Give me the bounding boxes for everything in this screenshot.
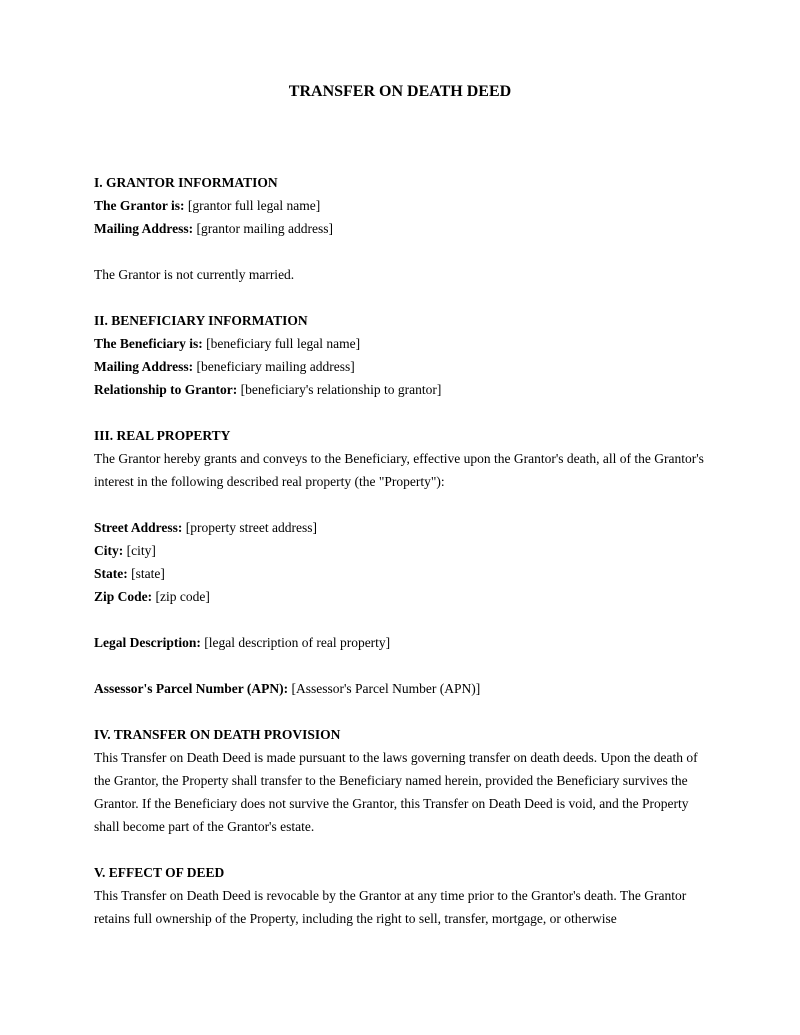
property-state-value: [state] xyxy=(131,566,165,581)
effect-section xyxy=(94,861,714,930)
grantor-name-value: [grantor full legal name] xyxy=(187,198,321,213)
property-street-label: Street Address: xyxy=(94,520,183,535)
spacer xyxy=(94,493,714,516)
beneficiary-heading: II. BENEFICIARY INFORMATION xyxy=(94,313,308,328)
property-section xyxy=(94,424,714,700)
property-legal-value: [legal description of real property] xyxy=(204,635,391,650)
beneficiary-section xyxy=(94,309,714,401)
grantor-name-line xyxy=(94,194,714,217)
grantor-address-line xyxy=(94,217,714,240)
beneficiary-name-label: The Beneficiary is: xyxy=(94,336,203,351)
beneficiary-name-value: [beneficiary full legal name] xyxy=(206,336,361,351)
property-city-label: City: xyxy=(94,543,124,558)
property-state-line xyxy=(94,562,714,585)
property-heading: III. REAL PROPERTY xyxy=(94,428,231,443)
property-state-label: State: xyxy=(94,566,128,581)
grantor-section xyxy=(94,171,714,286)
grantor-address-label: Mailing Address: xyxy=(94,221,194,236)
property-zip-line xyxy=(94,585,714,608)
provision-text: This Transfer on Death Deed is made pursuant to the laws governing transfer on death deeds. Upon the death of the Grantor, the Property shall transfer to the Beneficiary named herein, provided the Beneficiary survives the Grantor. If the Beneficiary does not survive the Grantor, this Transfer on Death Deed is void, and the Property shall become part of the Grantor's estate. xyxy=(94,750,698,834)
beneficiary-address-line xyxy=(94,355,714,378)
property-street-line xyxy=(94,516,714,539)
property-legal-label: Legal Description: xyxy=(94,635,201,650)
property-apn-line xyxy=(94,677,714,700)
spacer xyxy=(94,608,714,631)
property-intro: The Grantor hereby grants and conveys to the Beneficiary, effective upon the Grantor's death, all of the Grantor's interest in the following described real property (the "Property"): xyxy=(94,451,704,489)
grantor-name-label: The Grantor is: xyxy=(94,198,185,213)
spacer xyxy=(94,240,714,263)
beneficiary-relationship-value: [beneficiary's relationship to grantor] xyxy=(240,382,442,397)
document-title: TRANSFER ON DEATH DEED xyxy=(288,83,512,100)
document-body xyxy=(94,171,714,953)
property-city-line xyxy=(94,539,714,562)
provision-heading: IV. TRANSFER ON DEATH PROVISION xyxy=(94,727,341,742)
beneficiary-relationship-line xyxy=(94,378,714,401)
property-apn-label: Assessor's Parcel Number (APN): xyxy=(94,681,289,696)
beneficiary-address-value: [beneficiary mailing address] xyxy=(196,359,355,374)
grantor-address-value: [grantor mailing address] xyxy=(196,221,333,236)
grantor-heading: I. GRANTOR INFORMATION xyxy=(94,175,278,190)
property-zip-value: [zip code] xyxy=(155,589,210,604)
beneficiary-relationship-label: Relationship to Grantor: xyxy=(94,382,238,397)
spacer xyxy=(94,654,714,677)
property-legal-line xyxy=(94,631,714,654)
effect-text: This Transfer on Death Deed is revocable by the Grantor at any time prior to the Grantor's death. The Grantor retains full ownership of the Property, including the right to sell, transfer, mortgage, or otherwise xyxy=(94,888,687,926)
beneficiary-address-label: Mailing Address: xyxy=(94,359,194,374)
beneficiary-name-line xyxy=(94,332,714,355)
property-apn-value: [Assessor's Parcel Number (APN)] xyxy=(291,681,481,696)
property-zip-label: Zip Code: xyxy=(94,589,153,604)
provision-section xyxy=(94,723,714,838)
property-city-value: [city] xyxy=(126,543,156,558)
property-street-value: [property street address] xyxy=(185,520,317,535)
grantor-marital-status: The Grantor is not currently married. xyxy=(94,267,295,282)
effect-heading: V. EFFECT OF DEED xyxy=(94,865,225,880)
